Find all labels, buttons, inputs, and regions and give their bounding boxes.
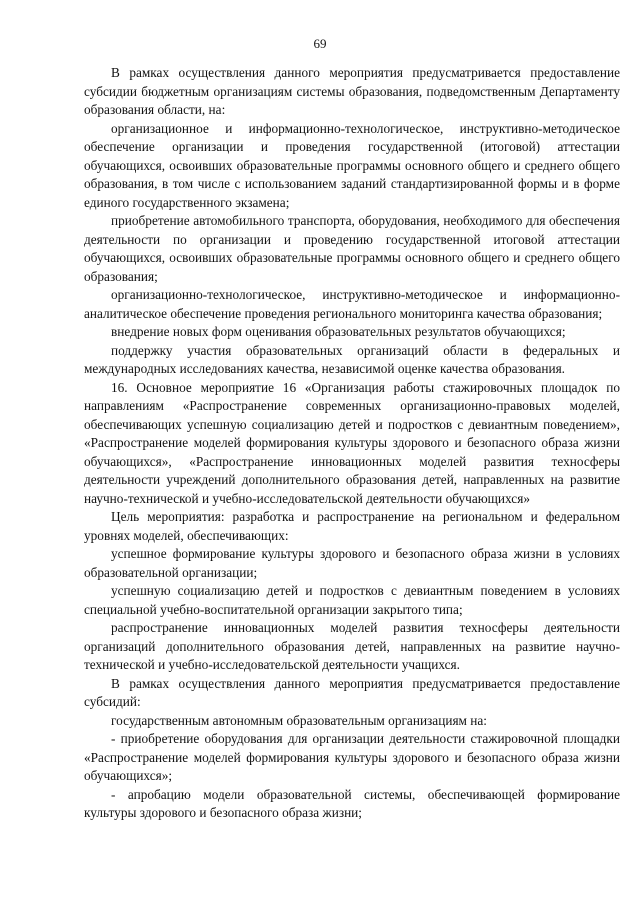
document-body [84,64,620,823]
page-number: 69 [313,36,327,51]
paragraph: приобретение автомобильного транспорта, оборудования, необходимого для обеспечения деятельности по организации и проведению государственной итоговой аттестации обучающихся, освоивших образовательные программы основного общего и среднего общего образования; [84,213,620,284]
paragraph: - приобретение оборудования для организации деятельности стажировочной площадки «Распространение моделей формирования культуры здорового и безопасного образа жизни обучающихся»; [84,731,620,783]
paragraph: - апробацию модели образовательной системы, обеспечивающей формирование культуры здорового и безопасного образа жизни; [84,786,620,820]
paragraph: В рамках осуществления данного мероприятия предусматривается предоставление субсидий: [84,675,620,709]
paragraph: поддержку участия образовательных организаций области в федеральных и международных исследованиях качества, независимой оценке качества образования. [84,342,620,376]
paragraph: В рамках осуществления данного мероприятия предусматривается предоставление субсидии бюджетным организациям системы образования, подведомственным Департаменту образования области, на: [84,65,620,117]
paragraph: успешное формирование культуры здорового и безопасного образа жизни в условиях образовательной организации; [84,546,620,580]
paragraph: успешную социализацию детей и подростков с девиантным поведением в условиях специальной учебно-воспитательной организации закрытого типа; [84,583,620,617]
paragraph: 16. Основное мероприятие 16 «Организация работы стажировочных площадок по направлениям «Распространение современных организационно-правовых моделей, обеспечивающих успешную социализацию детей и подростков с девиантным поведением», «Распространение моделей формирования культуры здорового и безопасного образа жизни обучающихся», «Распространение инновационных моделей развития техносферы деятельности учреждений дополнительного образования детей, направленных на развитие научно-технической и учебно-исследовательской деятельности обучающихся» [84,379,620,506]
paragraph: Цель мероприятия: разработка и распространение на региональном и федеральном уровнях моделей, обеспечивающих: [84,509,620,543]
paragraph: организационно-технологическое, инструктивно-методическое и информационно-аналитическое обеспечение проведения регионального мониторинга качества образования; [84,287,620,321]
paragraph: государственным автономным образовательным организациям на: [111,712,488,728]
paragraph: распространение инновационных моделей развития техносферы деятельности организаций дополнительного образования детей, направленных на развитие научно-технической и учебно-исследовательской деятельности учащихся. [84,620,620,672]
paragraph: внедрение новых форм оценивания образовательных результатов обучающихся; [111,324,566,339]
paragraph: организационное и информационно-технологическое, инструктивно-методическое обеспечение организации и проведения государственной (итоговой) аттестации обучающихся, освоивших образовательные программы основного общего и среднего общего образования, в том числе с использованием заданий стандартизированной формы и в форме единого государственного экзамена; [84,120,620,210]
